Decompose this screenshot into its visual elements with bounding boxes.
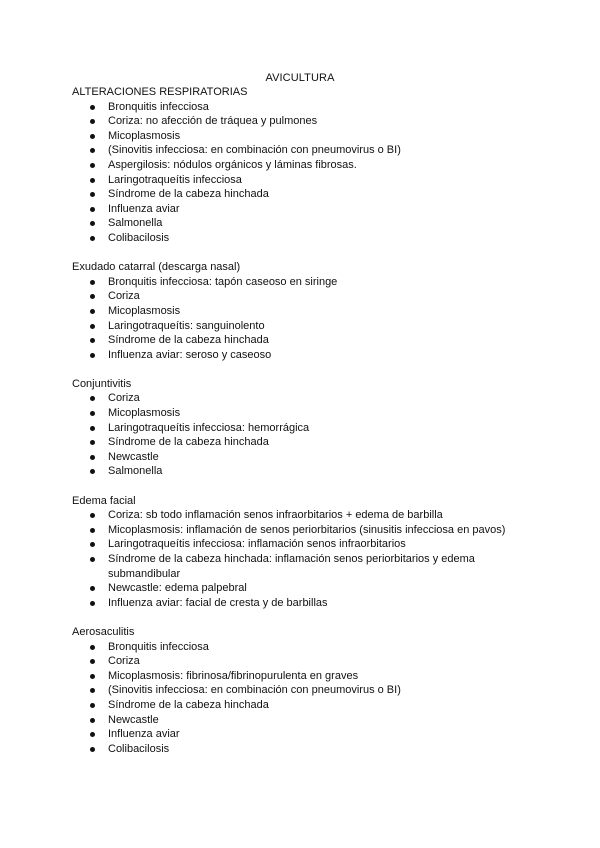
section-exudado-catarral bbox=[72, 260, 542, 362]
list-item bbox=[72, 348, 542, 363]
bullet-icon bbox=[90, 426, 95, 431]
section-heading: Aerosaculitis bbox=[72, 625, 135, 638]
bullet-list bbox=[72, 508, 542, 610]
section-spacer bbox=[72, 479, 542, 494]
list-item-text: Síndrome de la cabeza hinchada: inflamación senos periorbitarios y edema submandibular bbox=[108, 553, 475, 580]
bullet-icon bbox=[90, 674, 95, 679]
list-item bbox=[72, 158, 542, 173]
list-item bbox=[72, 275, 542, 290]
list-item bbox=[72, 406, 542, 421]
list-item-text: Laringotraqueítis infecciosa: inflamación senos infraorbitarios bbox=[108, 538, 406, 551]
section-edema-facial bbox=[72, 494, 542, 611]
list-item-text: Bronquitis infecciosa bbox=[108, 640, 209, 653]
list-item bbox=[72, 143, 542, 158]
section-spacer bbox=[72, 610, 542, 625]
list-item-text: Influenza aviar bbox=[108, 728, 180, 741]
list-item bbox=[72, 202, 542, 217]
bullet-icon bbox=[90, 586, 95, 591]
bullet-icon bbox=[90, 601, 95, 606]
list-item bbox=[72, 319, 542, 334]
bullet-icon bbox=[90, 528, 95, 533]
list-item bbox=[72, 698, 542, 713]
bullet-icon bbox=[90, 353, 95, 358]
list-item-text: Laringotraqueítis: sanguinolento bbox=[108, 319, 265, 332]
list-item-text: Micoplasmosis bbox=[108, 407, 181, 420]
list-item-text: Newcastle bbox=[108, 713, 159, 726]
bullet-list bbox=[72, 640, 542, 757]
list-item-text: Influenza aviar bbox=[108, 202, 180, 215]
bullet-icon bbox=[90, 221, 95, 226]
bullet-icon bbox=[90, 163, 95, 168]
list-item-text: Salmonella bbox=[108, 465, 163, 478]
list-item bbox=[72, 114, 542, 129]
list-item bbox=[72, 596, 542, 611]
list-item-text: Micoplasmosis: inflamación de senos periorbitarios (sinusitis infecciosa en pavos) bbox=[108, 523, 506, 536]
bullet-icon bbox=[90, 119, 95, 124]
list-item-text: Coriza: sb todo inflamación senos infraorbitarios + edema de barbilla bbox=[108, 509, 443, 522]
section-spacer bbox=[72, 246, 542, 261]
list-item-text: Newcastle bbox=[108, 450, 159, 463]
list-item bbox=[72, 508, 542, 523]
section-heading: Exudado catarral (descarga nasal) bbox=[72, 261, 241, 274]
list-item bbox=[72, 129, 542, 144]
bullet-icon bbox=[90, 645, 95, 650]
list-item bbox=[72, 231, 542, 246]
list-item-text: Colibacilosis bbox=[108, 742, 170, 755]
list-item-text: Colibacilosis bbox=[108, 231, 170, 244]
bullet-list bbox=[72, 275, 542, 363]
document-body bbox=[72, 85, 542, 756]
section-conjuntivitis bbox=[72, 377, 542, 479]
list-item bbox=[72, 669, 542, 684]
list-item-text: Síndrome de la cabeza hinchada bbox=[108, 334, 269, 347]
list-item-text: Influenza aviar: facial de cresta y de barbillas bbox=[108, 596, 328, 609]
bullet-icon bbox=[90, 542, 95, 547]
list-item-text: Newcastle: edema palpebral bbox=[108, 582, 247, 595]
list-item-text: Influenza aviar: seroso y caseoso bbox=[108, 348, 272, 361]
bullet-icon bbox=[90, 338, 95, 343]
bullet-icon bbox=[90, 178, 95, 183]
bullet-icon bbox=[90, 309, 95, 314]
list-item bbox=[72, 523, 542, 538]
list-item bbox=[72, 552, 542, 581]
bullet-icon bbox=[90, 148, 95, 153]
bullet-icon bbox=[90, 469, 95, 474]
list-item bbox=[72, 742, 542, 757]
bullet-list bbox=[72, 391, 542, 479]
list-item-text: (Sinovitis infecciosa: en combinación con pneumovirus o BI) bbox=[108, 684, 401, 697]
list-item bbox=[72, 537, 542, 552]
list-item bbox=[72, 713, 542, 728]
list-item-text: Coriza bbox=[108, 655, 140, 668]
list-item-text: Síndrome de la cabeza hinchada bbox=[108, 188, 269, 201]
list-item bbox=[72, 654, 542, 669]
bullet-icon bbox=[90, 732, 95, 737]
bullet-icon bbox=[90, 192, 95, 197]
list-item bbox=[72, 216, 542, 231]
bullet-icon bbox=[90, 105, 95, 110]
list-item bbox=[72, 173, 542, 188]
list-item bbox=[72, 187, 542, 202]
list-item bbox=[72, 100, 542, 115]
list-item bbox=[72, 289, 542, 304]
list-item bbox=[72, 391, 542, 406]
list-item bbox=[72, 464, 542, 479]
list-item-text: Micoplasmosis bbox=[108, 129, 181, 142]
bullet-icon bbox=[90, 659, 95, 664]
list-item-text: Laringotraqueítis infecciosa: hemorrágica bbox=[108, 421, 310, 434]
bullet-icon bbox=[90, 718, 95, 723]
bullet-icon bbox=[90, 440, 95, 445]
list-item bbox=[72, 333, 542, 348]
list-item-text: Coriza bbox=[108, 290, 140, 303]
list-item bbox=[72, 683, 542, 698]
bullet-icon bbox=[90, 280, 95, 285]
bullet-icon bbox=[90, 294, 95, 299]
list-item-text: (Sinovitis infecciosa: en combinación con pneumovirus o BI) bbox=[108, 144, 401, 157]
list-item bbox=[72, 450, 542, 465]
bullet-icon bbox=[90, 396, 95, 401]
section-spacer bbox=[72, 362, 542, 377]
list-item bbox=[72, 304, 542, 319]
list-item-text: Coriza: no afección de tráquea y pulmones bbox=[108, 115, 318, 128]
bullet-icon bbox=[90, 703, 95, 708]
list-item-text: Laringotraqueítis infecciosa bbox=[108, 173, 242, 186]
list-item-text: Síndrome de la cabeza hinchada bbox=[108, 436, 269, 449]
list-item bbox=[72, 581, 542, 596]
list-item bbox=[72, 640, 542, 655]
section-aerosaculitis bbox=[72, 625, 542, 756]
bullet-icon bbox=[90, 557, 95, 562]
list-item bbox=[72, 727, 542, 742]
section-alteraciones-respiratorias bbox=[72, 85, 542, 246]
list-item bbox=[72, 435, 542, 450]
list-item-text: Micoplasmosis: fibrinosa/fibrinopurulenta en graves bbox=[108, 669, 359, 682]
list-item bbox=[72, 421, 542, 436]
bullet-icon bbox=[90, 513, 95, 518]
section-heading: Conjuntivitis bbox=[72, 377, 132, 390]
bullet-icon bbox=[90, 688, 95, 693]
list-item-text: Síndrome de la cabeza hinchada bbox=[108, 698, 269, 711]
bullet-list bbox=[72, 100, 542, 246]
bullet-icon bbox=[90, 411, 95, 416]
bullet-icon bbox=[90, 236, 95, 241]
bullet-icon bbox=[90, 134, 95, 139]
section-heading: ALTERACIONES RESPIRATORIAS bbox=[72, 86, 248, 98]
bullet-icon bbox=[90, 747, 95, 752]
list-item-text: Bronquitis infecciosa bbox=[108, 100, 209, 113]
list-item-text: Micoplasmosis bbox=[108, 304, 181, 317]
list-item-text: Bronquitis infecciosa: tapón caseoso en siringe bbox=[108, 275, 338, 288]
bullet-icon bbox=[90, 324, 95, 329]
list-item-text: Coriza bbox=[108, 392, 140, 405]
list-item-text: Salmonella bbox=[108, 217, 163, 230]
list-item-text: Aspergilosis: nódulos orgánicos y láminas fibrosas. bbox=[108, 158, 357, 171]
section-heading: Edema facial bbox=[72, 494, 136, 507]
bullet-icon bbox=[90, 207, 95, 212]
bullet-icon bbox=[90, 455, 95, 460]
document-title: AVICULTURA bbox=[265, 72, 335, 84]
